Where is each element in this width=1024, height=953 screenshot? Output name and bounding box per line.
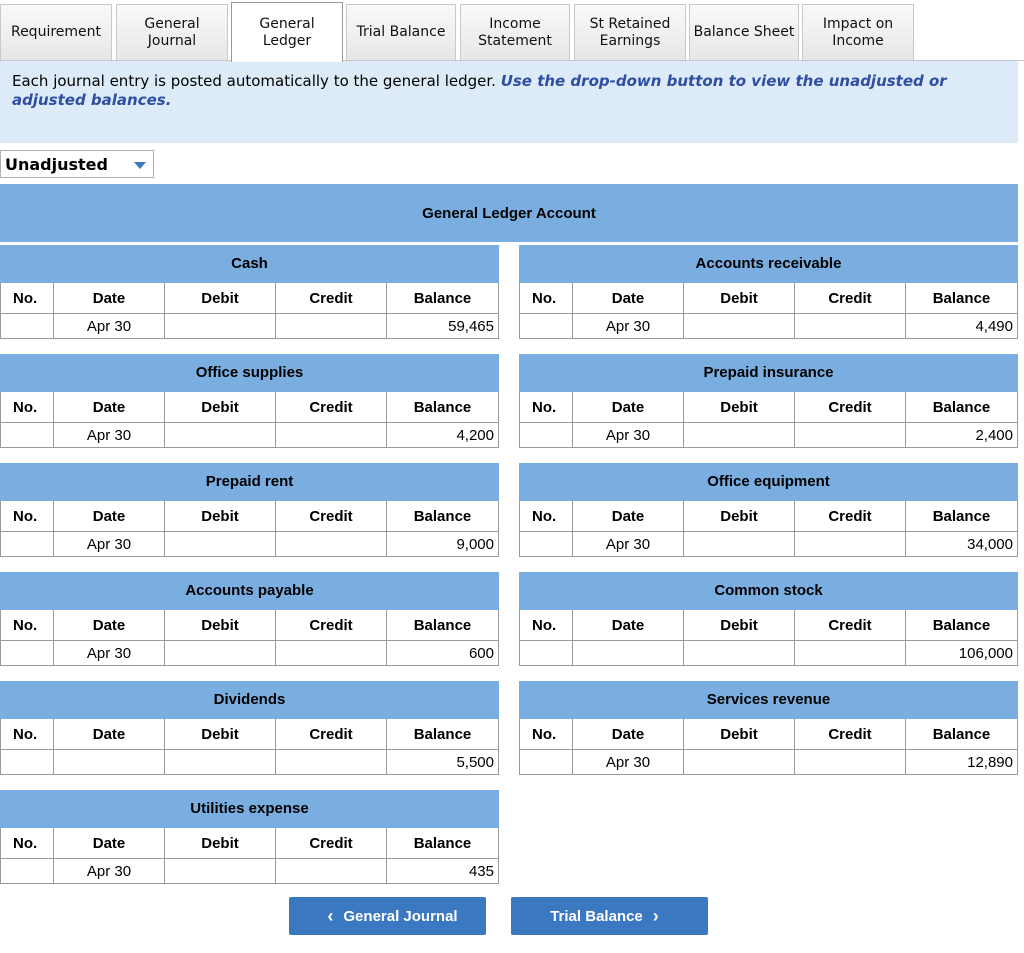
col-credit-header: Credit (795, 610, 906, 640)
col-credit-header: Credit (276, 283, 387, 313)
balance-cell: 9,000 (387, 532, 499, 556)
col-debit-header: Debit (165, 610, 276, 640)
tab-label: General Ledger (259, 15, 315, 49)
debit-cell (684, 314, 795, 338)
col-no-header: No. (1, 828, 54, 858)
date-cell: Apr 30 (54, 859, 165, 883)
account-title: Prepaid rent (0, 463, 499, 501)
date-cell: Apr 30 (573, 532, 684, 556)
col-no-header: No. (1, 719, 54, 749)
col-credit-header: Credit (276, 392, 387, 422)
account-data-row (0, 313, 499, 339)
debit-cell (165, 423, 276, 447)
account-title: Accounts payable (0, 572, 499, 610)
balance-type-dropdown[interactable] (0, 150, 154, 178)
dropdown-value: Unadjusted (5, 155, 108, 174)
tab-general-journal[interactable] (116, 4, 228, 60)
ledger-account-accounts-payable (0, 572, 499, 672)
col-date-header: Date (54, 392, 165, 422)
prev-general-journal-button[interactable] (289, 897, 486, 935)
col-balance-header: Balance (387, 719, 499, 749)
no-cell (1, 532, 54, 556)
instruction-text: Each journal entry is posted automatically to the general ledger. (12, 72, 501, 90)
debit-cell (684, 750, 795, 774)
account-title: Accounts receivable (519, 245, 1018, 283)
col-no-header: No. (1, 610, 54, 640)
credit-cell (795, 750, 906, 774)
ledger-account-office-supplies (0, 354, 499, 454)
next-button-label: Trial Balance (550, 907, 643, 925)
account-data-row (0, 640, 499, 666)
credit-cell (795, 423, 906, 447)
next-trial-balance-button[interactable] (511, 897, 708, 935)
col-balance-header: Balance (387, 283, 499, 313)
debit-cell (165, 859, 276, 883)
account-data-row (0, 858, 499, 884)
col-credit-header: Credit (276, 610, 387, 640)
ledger-account-prepaid-insurance (519, 354, 1018, 454)
date-cell: Apr 30 (573, 314, 684, 338)
debit-cell (165, 314, 276, 338)
debit-cell (684, 532, 795, 556)
account-header-row (0, 501, 499, 531)
chevron-left-icon: ‹ (327, 905, 334, 926)
debit-cell (684, 423, 795, 447)
balance-cell: 435 (387, 859, 499, 883)
tab-label: Balance Sheet (693, 24, 795, 40)
account-title: Utilities expense (0, 790, 499, 828)
account-title: Common stock (519, 572, 1018, 610)
no-cell (520, 750, 573, 774)
account-header-row (0, 610, 499, 640)
ledger-account-utilities-expense (0, 790, 499, 890)
ledger-account-services-revenue (519, 681, 1018, 781)
no-cell (520, 532, 573, 556)
date-cell (54, 750, 165, 774)
balance-cell: 600 (387, 641, 499, 665)
balance-cell: 4,200 (387, 423, 499, 447)
general-ledger-header (0, 184, 1018, 242)
credit-cell (795, 314, 906, 338)
credit-cell (276, 641, 387, 665)
col-no-header: No. (520, 501, 573, 531)
balance-cell: 106,000 (906, 641, 1018, 665)
no-cell (1, 641, 54, 665)
col-debit-header: Debit (684, 501, 795, 531)
tab-bar (0, 0, 1024, 62)
date-cell: Apr 30 (573, 750, 684, 774)
account-header-row (519, 392, 1018, 422)
tab-impact-on-income[interactable] (802, 4, 914, 60)
account-data-row (519, 422, 1018, 448)
no-cell (1, 859, 54, 883)
balance-cell: 34,000 (906, 532, 1018, 556)
col-balance-header: Balance (387, 501, 499, 531)
no-cell (1, 423, 54, 447)
col-no-header: No. (520, 719, 573, 749)
balance-cell: 5,500 (387, 750, 499, 774)
account-header-row (0, 719, 499, 749)
col-date-header: Date (54, 283, 165, 313)
tab-label: Income Statement (478, 15, 552, 49)
date-cell: Apr 30 (54, 532, 165, 556)
col-debit-header: Debit (165, 283, 276, 313)
caret-down-icon (134, 162, 146, 169)
col-debit-header: Debit (684, 283, 795, 313)
account-data-row (0, 422, 499, 448)
col-balance-header: Balance (906, 719, 1018, 749)
ledger-account-office-equipment (519, 463, 1018, 563)
date-cell: Apr 30 (54, 641, 165, 665)
col-date-header: Date (573, 501, 684, 531)
account-header-row (519, 501, 1018, 531)
col-debit-header: Debit (165, 828, 276, 858)
col-date-header: Date (54, 501, 165, 531)
account-title: Cash (0, 245, 499, 283)
col-credit-header: Credit (795, 501, 906, 531)
col-credit-header: Credit (795, 719, 906, 749)
account-data-row (0, 749, 499, 775)
col-credit-header: Credit (795, 392, 906, 422)
credit-cell (276, 314, 387, 338)
col-balance-header: Balance (387, 610, 499, 640)
col-debit-header: Debit (684, 392, 795, 422)
debit-cell (165, 641, 276, 665)
no-cell (520, 423, 573, 447)
debit-cell (165, 532, 276, 556)
account-title: Prepaid insurance (519, 354, 1018, 392)
credit-cell (276, 750, 387, 774)
balance-cell: 2,400 (906, 423, 1018, 447)
tab-label: Requirement (10, 24, 102, 40)
credit-cell (795, 532, 906, 556)
account-header-row (519, 610, 1018, 640)
account-title: Services revenue (519, 681, 1018, 719)
debit-cell (684, 641, 795, 665)
balance-cell: 12,890 (906, 750, 1018, 774)
tab-trial-balance[interactable] (346, 4, 456, 60)
date-cell: Apr 30 (573, 423, 684, 447)
tab-st-retained-earnings[interactable] (574, 4, 686, 60)
col-date-header: Date (573, 610, 684, 640)
tab-requirement[interactable] (0, 4, 112, 60)
debit-cell (165, 750, 276, 774)
col-credit-header: Credit (795, 283, 906, 313)
col-balance-header: Balance (906, 392, 1018, 422)
col-no-header: No. (1, 501, 54, 531)
account-data-row (519, 531, 1018, 557)
col-no-header: No. (520, 392, 573, 422)
credit-cell (276, 423, 387, 447)
col-date-header: Date (54, 610, 165, 640)
credit-cell (795, 641, 906, 665)
tab-general-ledger[interactable] (231, 2, 343, 62)
account-data-row (0, 531, 499, 557)
account-header-row (519, 719, 1018, 749)
col-date-header: Date (573, 392, 684, 422)
ledger-account-prepaid-rent (0, 463, 499, 563)
tab-income-statement[interactable] (460, 4, 570, 60)
tab-label: Trial Balance (356, 24, 446, 40)
account-title: Office supplies (0, 354, 499, 392)
account-header-row (0, 392, 499, 422)
col-balance-header: Balance (906, 501, 1018, 531)
ledger-account-dividends (0, 681, 499, 781)
account-data-row (519, 313, 1018, 339)
tab-label: General Journal (144, 15, 200, 49)
instruction-panel (0, 61, 1018, 143)
col-date-header: Date (54, 719, 165, 749)
account-header-row (0, 283, 499, 313)
ledger-account-accounts-receivable (519, 245, 1018, 345)
col-debit-header: Debit (165, 719, 276, 749)
col-debit-header: Debit (684, 610, 795, 640)
tab-label: St Retained Earnings (589, 15, 671, 49)
col-balance-header: Balance (387, 828, 499, 858)
col-date-header: Date (573, 719, 684, 749)
account-data-row (519, 640, 1018, 666)
instruction-emphasis: Use the drop-down button to view the unadjusted or adjusted balances. (12, 72, 947, 109)
col-debit-header: Debit (165, 392, 276, 422)
ledger-account-cash (0, 245, 499, 345)
credit-cell (276, 859, 387, 883)
col-balance-header: Balance (906, 283, 1018, 313)
credit-cell (276, 532, 387, 556)
tab-balance-sheet[interactable] (689, 4, 799, 60)
tab-label: Impact on Income (822, 15, 894, 49)
no-cell (1, 750, 54, 774)
account-title: Dividends (0, 681, 499, 719)
col-credit-header: Credit (276, 828, 387, 858)
col-debit-header: Debit (165, 501, 276, 531)
col-credit-header: Credit (276, 719, 387, 749)
date-cell: Apr 30 (54, 423, 165, 447)
col-date-header: Date (573, 283, 684, 313)
account-data-row (519, 749, 1018, 775)
account-header-row (519, 283, 1018, 313)
col-balance-header: Balance (387, 392, 499, 422)
balance-cell: 4,490 (906, 314, 1018, 338)
balance-cell: 59,465 (387, 314, 499, 338)
col-no-header: No. (1, 283, 54, 313)
no-cell (1, 314, 54, 338)
ledger-account-common-stock (519, 572, 1018, 672)
col-no-header: No. (1, 392, 54, 422)
prev-button-label: General Journal (343, 907, 458, 925)
chevron-right-icon: › (652, 905, 659, 926)
account-header-row (0, 828, 499, 858)
col-no-header: No. (520, 610, 573, 640)
date-cell (573, 641, 684, 665)
no-cell (520, 641, 573, 665)
date-cell: Apr 30 (54, 314, 165, 338)
general-ledger-title: General Ledger Account (422, 204, 596, 222)
col-debit-header: Debit (684, 719, 795, 749)
col-date-header: Date (54, 828, 165, 858)
col-no-header: No. (520, 283, 573, 313)
account-title: Office equipment (519, 463, 1018, 501)
no-cell (520, 314, 573, 338)
col-balance-header: Balance (906, 610, 1018, 640)
col-credit-header: Credit (276, 501, 387, 531)
